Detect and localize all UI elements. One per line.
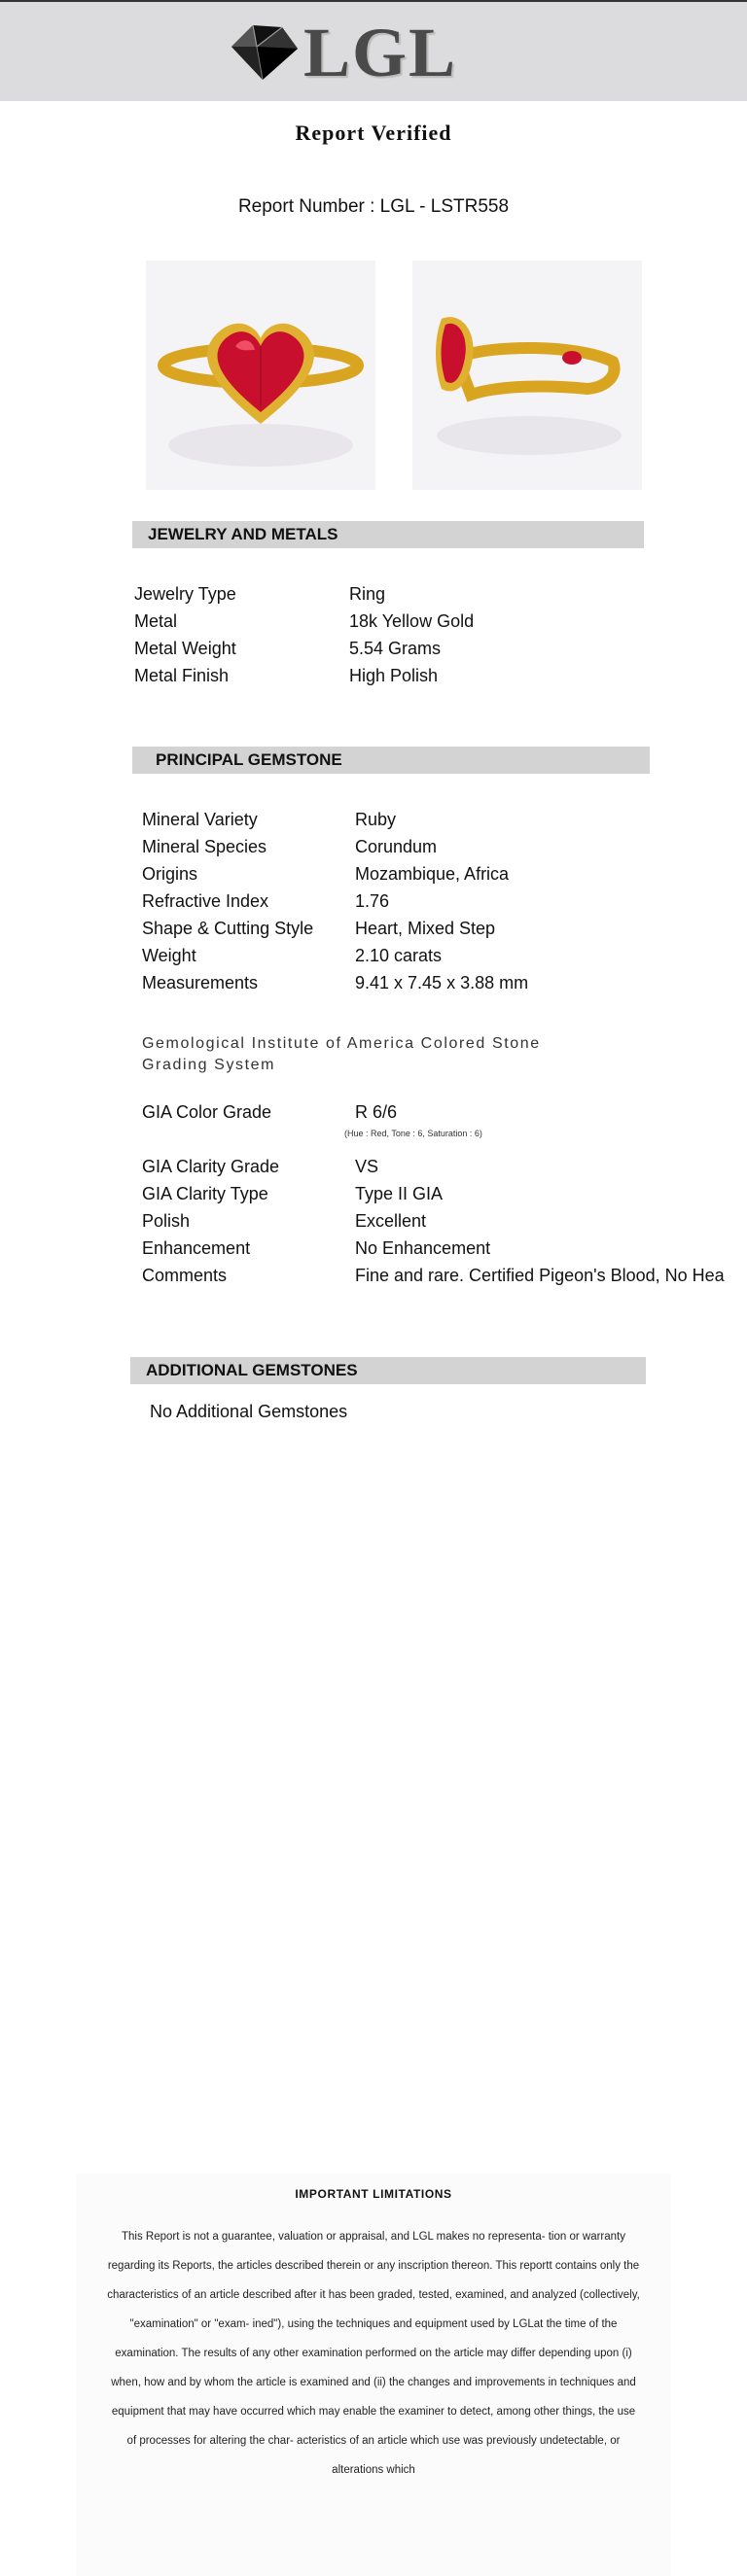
section-header-jewelry: JEWELRY AND METALS bbox=[132, 521, 644, 548]
row-label: GIA Clarity Grade bbox=[142, 1157, 280, 1176]
row-label: Polish bbox=[142, 1211, 191, 1231]
row-label: Refractive Index bbox=[142, 891, 269, 911]
row-label: Origins bbox=[142, 864, 198, 884]
row-value: R 6/6 bbox=[355, 1102, 398, 1122]
row-label: Mineral Species bbox=[142, 837, 267, 856]
row-label: Enhancement bbox=[142, 1238, 251, 1258]
row-label: Shape & Cutting Style bbox=[142, 919, 314, 938]
row-label: Metal Finish bbox=[134, 666, 230, 685]
row-value: Ring bbox=[349, 584, 386, 604]
color-grade-note: (Hue : Red, Tone : 6, Saturation : 6) bbox=[344, 1129, 482, 1138]
row-label: GIA Color Grade bbox=[142, 1102, 272, 1122]
additional-text: No Additional Gemstones bbox=[150, 1402, 348, 1421]
logo-text: LGL bbox=[303, 14, 458, 91]
row-label: Weight bbox=[142, 946, 196, 965]
ring-photo-side bbox=[412, 261, 642, 490]
lgl-logo bbox=[228, 14, 458, 91]
row-value: No Enhancement bbox=[355, 1238, 491, 1258]
ring-photo-front bbox=[146, 261, 375, 490]
diamond-icon bbox=[228, 21, 302, 84]
row-value: 9.41 x 7.45 x 3.88 mm bbox=[355, 973, 529, 992]
row-value: Excellent bbox=[355, 1211, 427, 1231]
row-value: Type II GIA bbox=[355, 1184, 444, 1203]
row-value: Corundum bbox=[355, 837, 438, 856]
header-bar bbox=[0, 0, 747, 101]
limitations-panel bbox=[76, 2174, 671, 2576]
row-value: 2.10 carats bbox=[355, 946, 443, 965]
row-value: 1.76 bbox=[355, 891, 390, 911]
row-value: Mozambique, Africa bbox=[355, 864, 510, 884]
row-label: Mineral Variety bbox=[142, 810, 258, 829]
row-label: GIA Clarity Type bbox=[142, 1184, 268, 1203]
row-value: Fine and rare. Certified Pigeon's Blood, No Hea bbox=[355, 1266, 725, 1285]
row-value: High Polish bbox=[349, 666, 439, 685]
row-label: Metal bbox=[134, 611, 178, 631]
section-header-principal: PRINCIPAL GEMSTONE bbox=[132, 747, 650, 774]
limitations-title: IMPORTANT LIMITATIONS bbox=[295, 2187, 452, 2201]
row-value: 5.54 Grams bbox=[349, 639, 442, 658]
limitations-body: This Report is not a guarantee, valuation or appraisal, and LGL makes no representa- tion or warranty regarding its Reports, the articles described therein or any inscription thereon. This reportt contains only the characteristics of an article described after it has been graded, tested, examined, and analyzed (collectively, "examination" or "exam- ined"), using the techniques and equipment used by LGLat the time of the examination. The results of any other examination performed on the article may differ depending upon (i) when, how and by whom the article is examined and (ii) the changes and improvements in techniques and equipment that may have occurred which may enable the examiner to detect, among other things, the use of processes for altering the char- acteristics of an article which use was previously undetectable, or alterations which bbox=[107, 2231, 640, 2476]
row-value: Heart, Mixed Step bbox=[355, 919, 496, 938]
section-header-additional: ADDITIONAL GEMSTONES bbox=[130, 1357, 646, 1384]
page-title: Report Verified bbox=[295, 121, 452, 145]
row-label: Measurements bbox=[142, 973, 259, 992]
row-value: Ruby bbox=[355, 810, 397, 829]
row-label: Jewelry Type bbox=[134, 584, 236, 604]
gia-system-title: Gemological Institute of America Colored Stone Grading System bbox=[142, 1035, 541, 1073]
row-label: Comments bbox=[142, 1266, 228, 1285]
row-label: Metal Weight bbox=[134, 639, 236, 658]
report-number: Report Number : LGL - LSTR558 bbox=[237, 196, 510, 217]
row-value: VS bbox=[355, 1157, 379, 1176]
row-value: 18k Yellow Gold bbox=[349, 611, 475, 631]
grading-row bbox=[142, 1264, 747, 1287]
